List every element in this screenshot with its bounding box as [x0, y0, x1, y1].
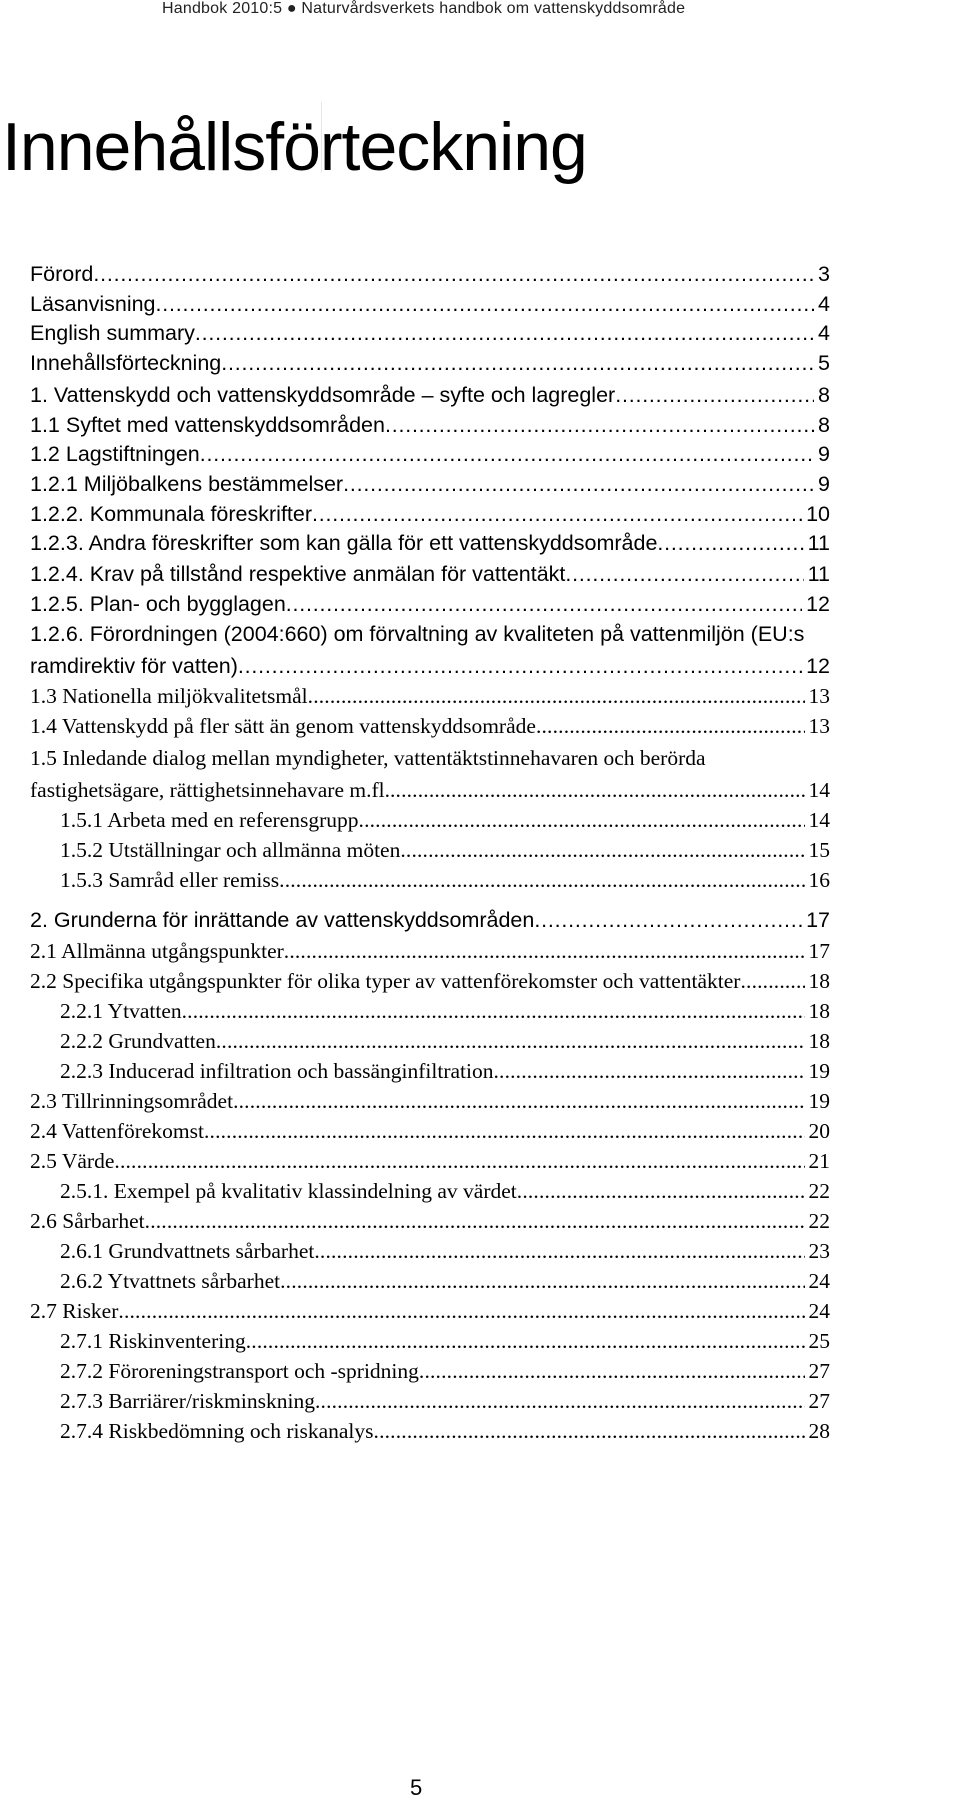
toc-leader: [314, 1239, 804, 1264]
toc-entry-2-3[interactable]: [30, 1089, 830, 1123]
toc-leader: [536, 714, 805, 739]
toc-entry-page: 27: [808, 1389, 830, 1413]
toc-entry-2-7-4[interactable]: [60, 1419, 830, 1453]
toc-entry-page: 20: [808, 1119, 830, 1143]
toc-entry-2-7-3[interactable]: [60, 1389, 830, 1423]
toc-entry-1-2-1[interactable]: [30, 472, 830, 506]
toc-entry-page: 27: [808, 1359, 830, 1383]
toc-entry-page: 4: [818, 292, 830, 316]
toc-leader: [93, 262, 814, 287]
toc-entry-page: 17: [808, 939, 830, 963]
toc-leader: [493, 1059, 804, 1084]
toc-entry-page: 18: [808, 999, 830, 1023]
toc-entry-1-2-5[interactable]: [30, 592, 830, 626]
toc-entry-title: ramdirektiv för vatten): [30, 654, 238, 678]
toc-entry-2-5-1[interactable]: [60, 1179, 830, 1213]
toc-entry-2-4[interactable]: [30, 1119, 830, 1153]
toc-leader: [359, 808, 805, 833]
page-title: Innehållsförteckning: [2, 109, 587, 185]
toc-leader: [114, 1149, 804, 1174]
toc-entry-page: 13: [808, 684, 830, 708]
toc-entry-1-3[interactable]: [30, 684, 830, 718]
toc-entry-page: 17: [806, 908, 830, 932]
toc-entry-title: 2.6.1 Grundvattnets sårbarhet: [60, 1239, 315, 1263]
toc-entry-page: 16: [808, 868, 830, 892]
toc-entry-page: 14: [808, 808, 830, 832]
toc-entry-title: 2.5 Värde: [30, 1149, 115, 1173]
toc-entry-title: Innehållsförteckning: [30, 351, 222, 375]
toc-entry-page: 28: [808, 1419, 830, 1443]
toc-entry-1-2-4[interactable]: [30, 562, 830, 596]
toc-entry-title: 2.2.3 Inducerad infiltration och bassänginfiltration: [60, 1059, 494, 1083]
toc-entry-2-6-1[interactable]: [60, 1239, 830, 1273]
toc-entry-2-7-2[interactable]: [60, 1359, 830, 1393]
toc-entry-page: 11: [807, 531, 830, 555]
toc-entry-page: 18: [808, 1029, 830, 1053]
toc-leader: [534, 908, 802, 933]
toc-entry-page: 12: [806, 654, 830, 678]
toc-leader: [615, 383, 814, 408]
toc-leader: [233, 1089, 804, 1114]
toc-entry-page: 10: [806, 502, 830, 526]
toc-entry-page: 18: [808, 969, 830, 993]
toc-entry-title: 2.7.1 Riskinventering: [60, 1329, 246, 1353]
toc-entry-title: 1.2 Lagstiftningen: [30, 442, 200, 466]
toc-leader: [200, 442, 814, 467]
toc-leader: [280, 1269, 804, 1294]
toc-entry-title: 2.7.3 Barriärer/riskminskning: [60, 1389, 315, 1413]
toc-entry-title: 2.5.1. Exempel på kvalitativ klassindelning av värdet: [60, 1179, 517, 1203]
toc-entry-title: 2.6 Sårbarhet: [30, 1209, 145, 1233]
toc-leader: [312, 502, 802, 527]
toc-entry-title: 1. Vattenskydd och vattenskyddsområde – syfte och lagregler: [30, 383, 616, 407]
toc-entry-title: 2.2 Specifika utgångspunkter för olika typer av vattenförekomster och vattentäkter: [30, 969, 741, 993]
toc-leader: [246, 1329, 805, 1354]
toc-entry-1-5-line1: 1.5 Inledande dialog mellan myndigheter, vattentäktstinnehavaren och berörda: [30, 746, 706, 770]
toc-entry-english-summary[interactable]: [30, 321, 830, 355]
toc-entry-page: 4: [818, 321, 830, 345]
toc-entry-title: 1.5.1 Arbeta med en referensgrupp: [60, 808, 359, 832]
toc-entry-title: 2.4 Vattenförekomst: [30, 1119, 204, 1143]
toc-entry-page: 8: [818, 413, 830, 437]
toc-entry-page: 15: [808, 838, 830, 862]
toc-entry-page: 23: [808, 1239, 830, 1263]
toc-entry-page: 9: [818, 442, 830, 466]
toc-leader: [343, 472, 814, 497]
toc-entry-2-2-1[interactable]: [60, 999, 830, 1033]
toc-entry-2-2-3[interactable]: [60, 1059, 830, 1093]
toc-entry-page: 24: [808, 1269, 830, 1293]
toc-entry-title: 2.6.2 Ytvattnets sårbarhet: [60, 1269, 281, 1293]
toc-entry-page: 5: [818, 351, 830, 375]
toc-entry-title: 1.4 Vattenskydd på fler sätt än genom vattenskyddsområde: [30, 714, 536, 738]
toc-entry-page: 22: [808, 1209, 830, 1233]
toc-entry-title: Förord: [30, 262, 94, 286]
running-head: Handbok 2010:5 ● Naturvårdsverkets handbok om vattenskyddsområde: [162, 0, 686, 17]
toc-entry-title: English summary: [30, 321, 195, 345]
toc-entry-2-5[interactable]: [30, 1149, 830, 1183]
toc-entry-page: 8: [818, 383, 830, 407]
toc-leader: [118, 1299, 804, 1324]
toc-entry-title: 1.5.3 Samråd eller remiss: [60, 868, 280, 892]
toc-entry-page: 9: [818, 472, 830, 496]
toc-leader: [195, 321, 814, 346]
toc-entry-page: 24: [808, 1299, 830, 1323]
toc-entry-1-5-1[interactable]: [60, 808, 830, 842]
toc-entry-1-2-6-line1: 1.2.6. Förordningen (2004:660) om förvaltning av kvaliteten på vattenmiljön (EU:s: [30, 622, 805, 646]
toc-entry-page: 21: [808, 1149, 830, 1173]
toc-entry-title: 1.2.3. Andra föreskrifter som kan gälla för ett vattenskyddsområde: [30, 531, 658, 555]
toc-entry-1-2-3[interactable]: [30, 531, 830, 565]
toc-entry-title: 1.5.2 Utställningar och allmänna möten: [60, 838, 401, 862]
toc-leader: [145, 1209, 805, 1234]
toc-entry-2-7[interactable]: [30, 1299, 830, 1333]
toc-leader: [238, 654, 802, 679]
toc-entry-2-6-2[interactable]: [60, 1269, 830, 1303]
toc-leader: [740, 969, 804, 994]
toc-entry-title: fastighetsägare, rättighetsinnehavare m.fl.: [30, 778, 390, 802]
toc-entry-title: Läsanvisning: [30, 292, 156, 316]
toc-leader: [204, 1119, 805, 1144]
toc-entry-1-2-6[interactable]: [30, 654, 830, 688]
toc-leader: [419, 1359, 805, 1384]
toc-entry-page: 19: [808, 1059, 830, 1083]
page-number: 5: [410, 1775, 423, 1800]
toc-entry-2-1[interactable]: [30, 939, 830, 973]
toc-leader: [657, 531, 803, 556]
toc-entry-1-4[interactable]: [30, 714, 830, 748]
toc-entry-title: 1.2.2. Kommunala föreskrifter: [30, 502, 313, 526]
toc-leader: [517, 1179, 805, 1204]
toc-entry-title: 2.2.2 Grundvatten: [60, 1029, 216, 1053]
toc-entry-1-5-3[interactable]: [60, 868, 830, 902]
toc-entry-2-2[interactable]: [30, 969, 830, 1003]
toc-entry-page: 25: [808, 1329, 830, 1353]
toc-leader: [221, 351, 814, 376]
toc-leader: [182, 999, 805, 1024]
toc-entry-2-6[interactable]: [30, 1209, 830, 1243]
toc-entry-innehallsforteckning[interactable]: [30, 351, 830, 385]
toc-entry-page: 19: [808, 1089, 830, 1113]
toc-entry-2-7-1[interactable]: [60, 1329, 830, 1363]
toc-leader: [279, 868, 804, 893]
toc-leader: [565, 562, 803, 587]
toc-entry-page: 22: [808, 1179, 830, 1203]
toc-leader: [390, 778, 805, 803]
toc-entry-title: 1.2.4. Krav på tillstånd respektive anmälan för vattentäkt: [30, 562, 566, 586]
toc-entry-title: 1.3 Nationella miljökvalitetsmål: [30, 684, 308, 708]
toc-leader: [284, 939, 805, 964]
toc-entry-title: 2.3 Tillrinningsområdet: [30, 1089, 234, 1113]
toc-entry-forord[interactable]: [30, 262, 830, 296]
toc-entry-title: 2.7.2 Föroreningstransport och -spridning: [60, 1359, 419, 1383]
toc-entry-title: 1.2.5. Plan- och bygglagen: [30, 592, 286, 616]
toc-leader: [385, 413, 814, 438]
toc-entry-2-2-2[interactable]: [60, 1029, 830, 1063]
toc-entry-page: 11: [807, 562, 830, 586]
toc-entry-1-5-2[interactable]: [60, 838, 830, 872]
toc-entry-page: 14: [808, 778, 830, 802]
toc-leader: [308, 684, 805, 709]
toc-entry-page: 12: [806, 592, 830, 616]
toc-entry-title: 1.2.1 Miljöbalkens bestämmelser: [30, 472, 344, 496]
toc-entry-title: 2.2.1 Ytvatten: [60, 999, 182, 1023]
toc-entry-title: 1.1 Syftet med vattenskyddsområden: [30, 413, 385, 437]
toc-leader: [156, 292, 815, 317]
toc-leader: [315, 1389, 805, 1414]
toc-entry-title: 2.1 Allmänna utgångspunkter: [30, 939, 284, 963]
toc-entry-chapter-2[interactable]: [30, 908, 830, 942]
toc-entry-page: 3: [818, 262, 830, 286]
toc-leader: [216, 1029, 805, 1054]
toc-leader: [374, 1419, 805, 1444]
toc-entry-chapter-1[interactable]: [30, 383, 830, 417]
toc-entry-page: 13: [808, 714, 830, 738]
toc-leader: [286, 592, 802, 617]
toc-entry-title: 2.7.4 Riskbedömning och riskanalys: [60, 1419, 374, 1443]
toc-entry-title: 2. Grunderna för inrättande av vattenskyddsområden: [30, 908, 535, 932]
toc-entry-1-5[interactable]: [30, 778, 830, 812]
toc-entry-title: 2.7 Risker: [30, 1299, 119, 1323]
toc-entry-1-2[interactable]: [30, 442, 830, 476]
toc-leader: [400, 838, 804, 863]
